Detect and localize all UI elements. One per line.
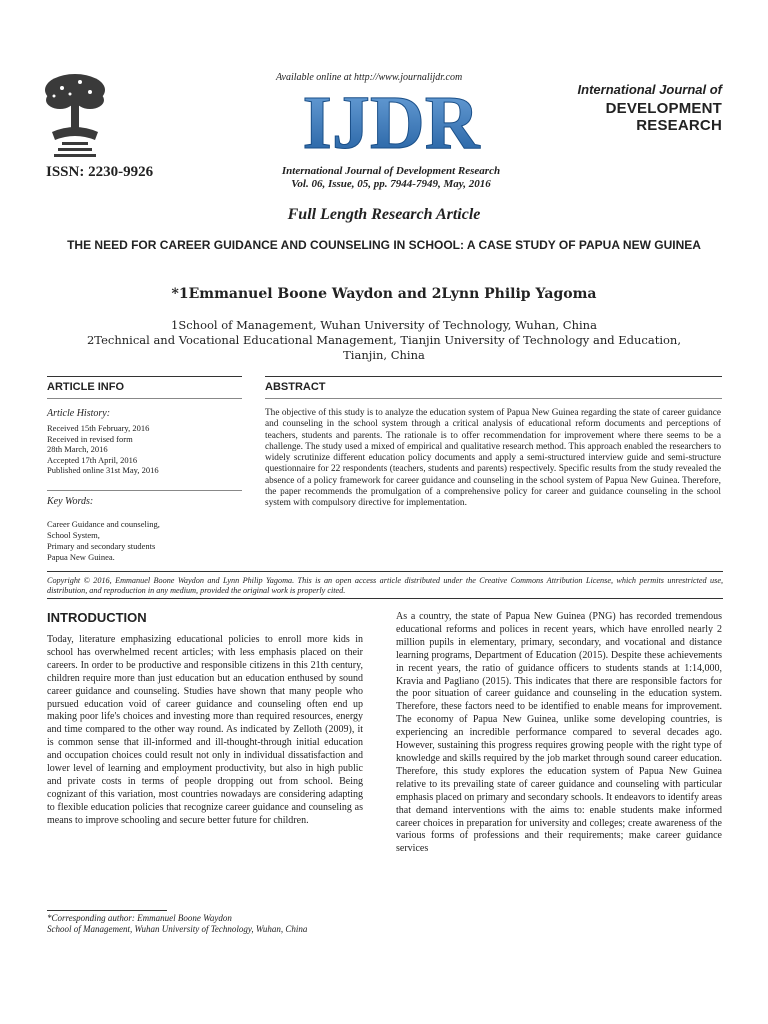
volume-info: Vol. 06, Issue, 05, pp. 7944-7949, May, 2016: [291, 178, 491, 190]
divider: [265, 376, 722, 377]
keyword: Primary and secondary students: [47, 541, 156, 551]
authors: *1Emmanuel Boone Waydon and 2Lynn Philip Yagoma: [171, 286, 597, 302]
abstract-heading: ABSTRACT: [265, 381, 326, 393]
article-history-label: Article History:: [47, 408, 111, 419]
issn: ISSN: 2230-9926: [46, 164, 154, 180]
keyword: Papua New Guinea.: [47, 552, 115, 562]
introduction-heading: INTRODUCTION: [47, 610, 147, 625]
journal-name-block: [520, 82, 722, 134]
journal-name-line1: International Journal of: [577, 82, 722, 97]
divider: [265, 398, 722, 399]
history-item: Published online 31st May, 2016: [47, 465, 159, 475]
keyword: School System,: [47, 530, 100, 540]
divider: [47, 598, 723, 599]
article-info-heading: ARTICLE INFO: [47, 381, 124, 393]
keywords: [47, 519, 247, 563]
paper-title: THE NEED FOR CAREER GUIDANCE AND COUNSELING IN SCHOOL: A CASE STUDY OF PAPUA NEW GUINEA: [67, 238, 701, 252]
history-item: Received 15th February, 2016: [47, 423, 150, 433]
corresponding-author: *Corresponding author: Emmanuel Boone Waydon: [47, 913, 232, 923]
author-address: School of Management, Wuhan University of Technology, Wuhan, China: [47, 924, 308, 934]
affiliations: [40, 318, 728, 363]
journal-full-name: International Journal of Development Research: [281, 165, 501, 177]
history-item: Accepted 17th April, 2016: [47, 454, 138, 465]
article-history: [47, 423, 247, 476]
affiliation-1: 1School of Management, Wuhan University of Technology, Wuhan, China: [171, 318, 597, 332]
divider: [47, 398, 242, 399]
footnote: [47, 913, 363, 935]
divider: [47, 571, 723, 572]
abstract-text: The objective of this study is to analyze the education system of Papua New Guinea regarding the state of career guidance and counseling in the school system through a critical analysis of educational reform documents and perceptions of teachers, students and parents. The rationale is to offer recommendation for improvement where there seems to be a challenge. The study used a mixed of empirical and qualitative research method. This approach enabled the researchers to widely scrutinize different education policy documents and apply a semi-structured interview guide and semi-structure questionnaire for 22 respondents (teachers, students and parents) respectively. Specific results from the study revealed the absence of a policy framework for career guidance and counseling in the school system of Papua New Guinea. Therefore, the paper recommends the promulgation of a comprehensive policy for career and guidance counseling in the school system with compulsory directive for implementation.: [265, 408, 721, 509]
journal-tree-logo: [40, 70, 110, 160]
svg-text:IJDR: IJDR: [302, 86, 480, 154]
history-item: Received in revised form: [47, 433, 133, 444]
journal-name-line2: DEVELOPMENT RESEARCH: [605, 100, 722, 134]
affiliation-3: Tianjin, China: [343, 348, 425, 362]
copyright-notice: Copyright © 2016, Emmanuel Boone Waydon and Lynn Philip Yagoma. This is an open access article distributed under the Creative Commons Attribution License, which permits unrestricted use, distribution, and reproduction in any medium, provided the original work is properly cited.: [47, 576, 723, 595]
divider: [47, 376, 242, 377]
affiliation-2: 2Technical and Vocational Educational Management, Tianjin University of Technology and Education,: [86, 333, 681, 347]
article-type: Full Length Research Article: [287, 206, 481, 223]
divider: [47, 490, 242, 491]
body-column-left: Today, literature emphasizing educational policies to enroll more kids in school has overwhelmed recent articles; with less emphasis placed on their careers. In order to be productive and responsible citizens in this 21th century, children require more than just education but an education enthused by sound career guidance and counseling. Studies have shown that many people who pursued education void of career guidance and counseling often end up making poor life's choices and investing more than required resources, energy and time compared to the other way round. As indicated by Zelloth (2009), it is common sense that ill-informed and ill-thought-through initial education and occupation choices could result not only in individual dissatisfaction and lower level of learning and employment productivity, but also in high public and private costs in terms of people dropping out from school. Being cognizant of this variation, most countries nowadays are considering adapting to flexible education policies that recognize career guidance and counseling as means to improve schooling and secure better future for children.: [47, 634, 363, 826]
body-column-right: As a country, the state of Papua New Guinea (PNG) has recorded tremendous educational reforms and polices in recent years, which have enrolled nearly 2 million pupils in elementary, primary, secondary, and vocational and distance learning programs, Department of Education (2015). Despite these achievements in recent years, the ratio of guidance officers to students stands at 1:14,000, Kravia and Pagliano (2015). This indicates that there are responsible factors for the poor situation of career guidance and counseling in the education system. Therefore, these factors need to be identified to enable means for improvement. The economy of Papua New Guinea, unlike some developing countries, is experiencing an incredible performance compared to several decades ago. However, sustaining this progress requires growing people with the right type of knowledge and skills required by the job market through sound career education. Therefore, this study explores the education system of Papua New Guinea relative to its prevailing state of career guidance and counseling with particular emphasis placed on primary and secondary schools. It endeavors to identify areas that demand interventions with the aims to: enable students make informed career choices in preparation for university and colleges; create awareness of the various forms of professions and their requirements; make career guidance services: [396, 611, 723, 855]
available-online-text: Available online at http://www.journalijdr.com: [276, 72, 463, 83]
history-item: 28th March, 2016: [47, 444, 108, 454]
keywords-label: Key Words:: [47, 496, 94, 507]
journal-citation: [246, 165, 536, 191]
ijdr-logo: [286, 86, 496, 154]
footnote-divider: [47, 910, 167, 911]
keyword: Career Guidance and counseling,: [47, 519, 160, 529]
